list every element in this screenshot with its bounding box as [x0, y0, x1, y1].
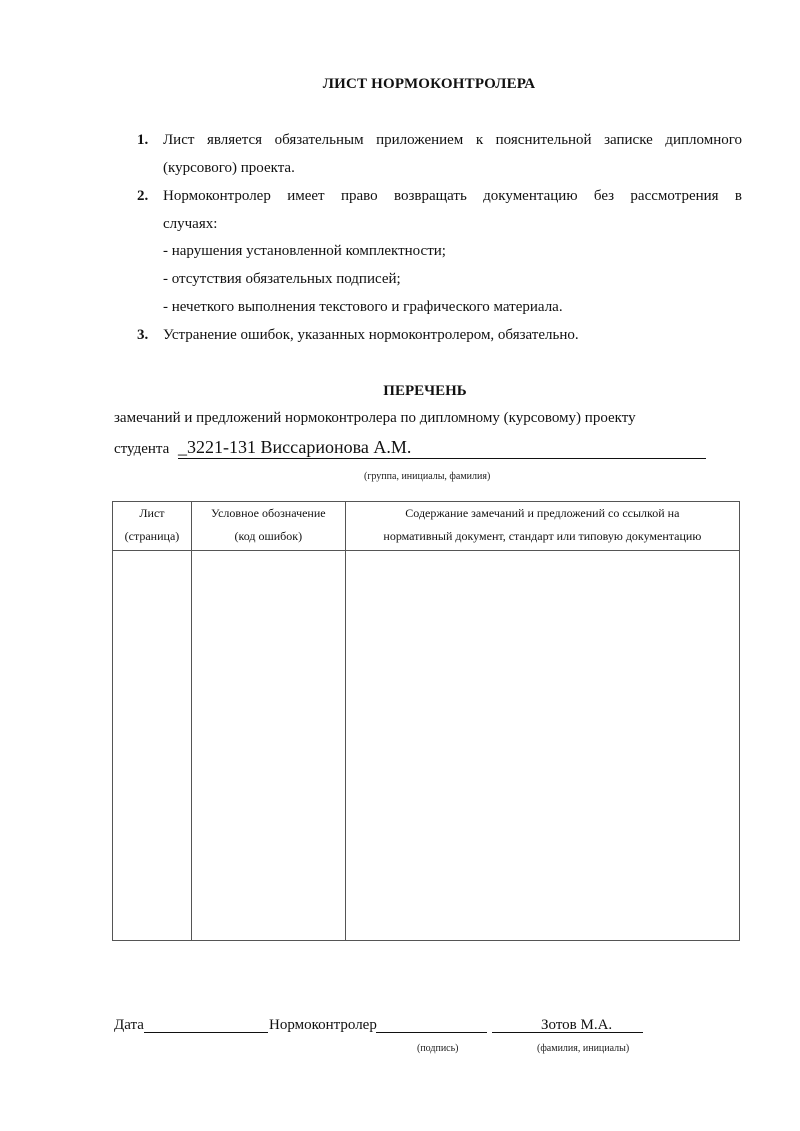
rule-3-number: 3.	[137, 327, 149, 343]
table-cell-code[interactable]	[191, 551, 345, 941]
rule-2-line-1: Нормоконтролер имеет право возвращать документацию без рассмотрения в	[163, 188, 742, 204]
student-value: _3221-131 Виссарионова А.М.	[178, 437, 412, 457]
date-line[interactable]	[144, 1017, 268, 1033]
page-title: ЛИСТ НОРМОКОНТРОЛЕРА	[322, 76, 536, 92]
column-header-code: Условное обозначение (код ошибок)	[191, 502, 345, 551]
rule-1-number: 1.	[137, 132, 149, 148]
remarks-table	[112, 501, 740, 941]
table-header-row	[113, 502, 740, 551]
student-field	[178, 437, 706, 459]
rule-2-number: 2.	[137, 188, 149, 204]
table-cell-content[interactable]	[345, 551, 739, 941]
list-heading: ПЕРЕЧЕНЬ	[383, 383, 467, 399]
rule-1-line-2: (курсового) проекта.	[163, 160, 295, 176]
column-header-sheet: Лист (страница)	[113, 502, 192, 551]
name-hint: (фамилия, инициалы)	[537, 1043, 630, 1054]
signature-hint: (подпись)	[417, 1043, 459, 1054]
student-label: студента	[114, 441, 170, 457]
column-header-content: Содержание замечаний и предложений со ссылкой на нормативный документ, стандарт или типовую документацию	[345, 502, 739, 551]
controller-name: Зотов М.А.	[541, 1017, 613, 1033]
table-cell-sheet[interactable]	[113, 551, 192, 941]
date-label: Дата	[114, 1017, 144, 1033]
controller-label: Нормоконтролер	[269, 1017, 377, 1033]
rule-2-subitem: - отсутствия обязательных подписей;	[163, 271, 401, 287]
table-row	[113, 551, 740, 941]
rule-2-subitem: - нечеткого выполнения текстового и графического материала.	[163, 299, 563, 315]
rule-3-line-1: Устранение ошибок, указанных нормоконтролером, обязательно.	[163, 327, 579, 343]
rule-2-line-2: случаях:	[163, 216, 218, 232]
rule-2-subitem: - нарушения установленной комплектности;	[163, 243, 446, 259]
signature-line[interactable]	[376, 1017, 487, 1033]
list-subtitle: замечаний и предложений нормоконтролера по дипломному (курсовому) проекту	[114, 410, 636, 426]
student-hint: (группа, инициалы, фамилия)	[364, 471, 491, 482]
rule-1-line-1: Лист является обязательным приложением к пояснительной записке дипломного	[163, 132, 742, 148]
